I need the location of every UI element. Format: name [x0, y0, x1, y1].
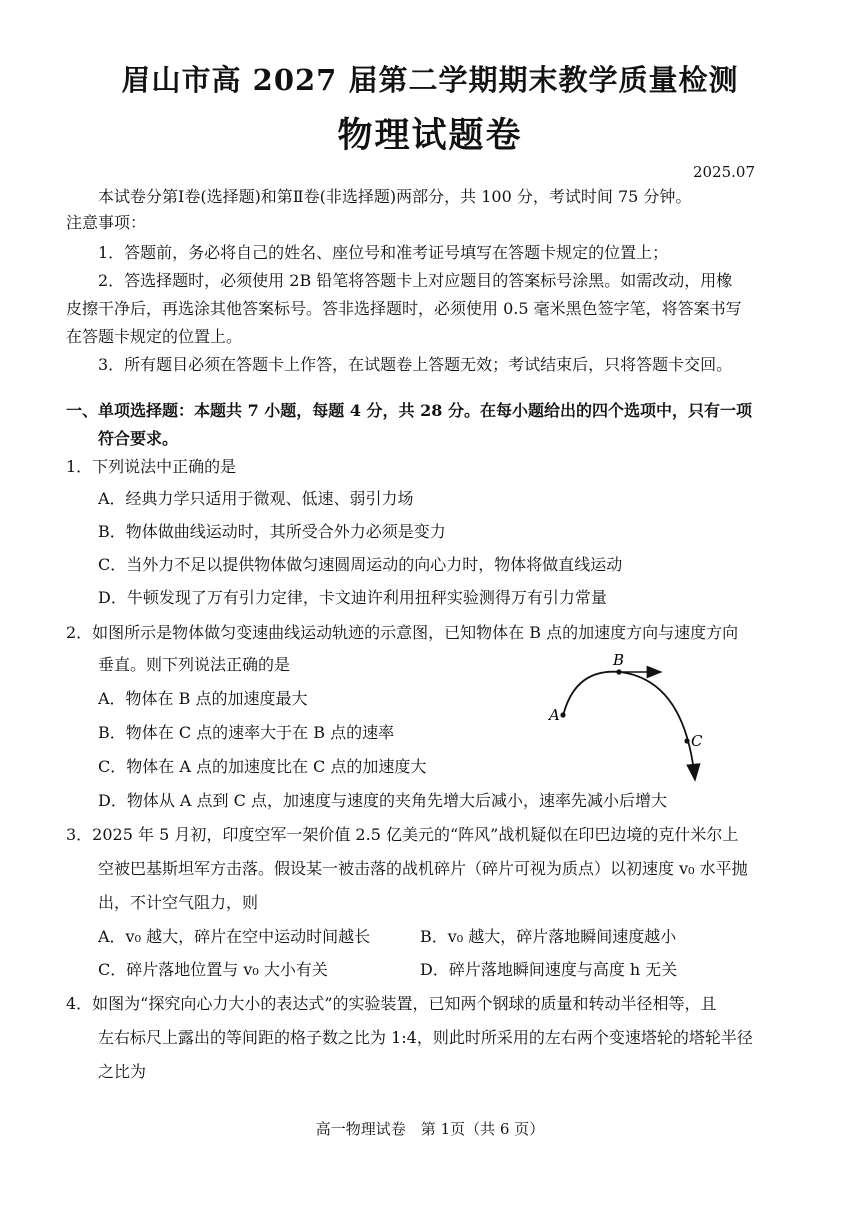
- q3-option-d: D．碎片落地瞬间速度与高度 h 无关: [420, 960, 678, 979]
- q3-option-a: A．v₀ 越大，碎片在空中运动时间越长: [98, 927, 371, 946]
- label-b: B: [613, 651, 625, 669]
- q2-option-a: A．物体在 B 点的加速度最大: [98, 689, 308, 708]
- q4-stem-line-1: 4．如图为“探究向心力大小的表达式”的实验装置，已知两个钢球的质量和转动半径相等，且: [66, 994, 717, 1013]
- q1-option-a: A．经典力学只适用于微观、低速、弱引力场: [98, 489, 414, 508]
- q2-option-c: C．物体在 A 点的加速度比在 C 点的加速度大: [98, 757, 427, 776]
- section-1-heading: 一、单项选择题：本题共 7 小题，每题 4 分，共 28 分。在每小题给出的四个选项中，只有一项: [66, 401, 752, 420]
- exam-subtitle: 物理试题卷: [337, 115, 523, 156]
- q3-option-c: C．碎片落地位置与 v₀ 大小有关: [98, 960, 328, 979]
- q3-stem-line-1: 3．2025 年 5 月初，印度空军一架价值 2.5 亿美元的“阵风”战机疑似在印巴边境的克什米尔上: [66, 825, 739, 844]
- q2-option-d: D．物体从 A 点到 C 点，加速度与速度的夹角先增大后减小，速率先减小后增大: [98, 791, 667, 810]
- q3-stem-line-2: 空被巴基斯坦军方击落。假设某一被击落的战机碎片（碎片可视为质点）以初速度 v₀ 水平抛: [98, 859, 748, 878]
- note-2-line-2: 皮擦干净后，再选涂其他答案标号。答非选择题时，必须使用 0.5 毫米黑色签字笔，将答案书写: [66, 299, 742, 318]
- q1-option-b: B．物体做曲线运动时，其所受合外力必须是变力: [98, 522, 446, 541]
- exam-title: 眉山市高 2027 届第二学期期末教学质量检测: [121, 63, 739, 97]
- label-a: A: [549, 706, 560, 724]
- q4-stem-line-2: 左右标尺上露出的等间距的格子数之比为 1:4，则此时所采用的左右两个变速塔轮的塔轮半径: [98, 1028, 753, 1047]
- q3-stem-line-3: 出，不计空气阻力，则: [98, 893, 259, 912]
- note-1: 1．答题前，务必将自己的姓名、座位号和准考证号填写在答题卡规定的位置上；: [98, 243, 669, 262]
- q1-stem: 1．下列说法中正确的是: [66, 457, 237, 476]
- trajectory-curve: [563, 672, 695, 780]
- label-c: C: [691, 732, 703, 750]
- page-footer: 高一物理试卷 第 1页（共 6 页）: [315, 1120, 545, 1138]
- q2-option-b: B．物体在 C 点的速率大于在 B 点的速率: [98, 723, 395, 742]
- notes-heading: 注意事项：: [66, 213, 147, 232]
- q3-option-b: B．v₀ 越大，碎片落地瞬间速度越小: [420, 927, 677, 946]
- point-c: [684, 738, 689, 743]
- exam-date: 2025.07: [692, 163, 755, 181]
- note-2-line-1: 2．答选择题时，必须使用 2B 铅笔将答题卡上对应题目的答案标号涂黑。如需改动，用橡: [98, 271, 733, 290]
- note-3: 3．所有题目必须在答题卡上作答，在试题卷上答题无效；考试结束后，只将答题卡交回。: [98, 355, 733, 374]
- trajectory-figure: [535, 648, 715, 788]
- point-b: [616, 669, 621, 674]
- q2-stem-line-2: 垂直。则下列说法正确的是: [98, 655, 291, 674]
- q4-stem-line-3: 之比为: [98, 1062, 147, 1081]
- section-1-heading-cont: 符合要求。: [98, 429, 179, 448]
- note-2-line-3: 在答题卡规定的位置上。: [66, 327, 243, 346]
- q1-option-c: C．当外力不足以提供物体做匀速圆周运动的向心力时，物体将做直线运动: [98, 555, 623, 574]
- intro-text: 本试卷分第Ⅰ卷(选择题)和第Ⅱ卷(非选择题)两部分，共 100 分，考试时间 75 分钟。: [98, 187, 692, 206]
- q2-stem-line-1: 2．如图所示是物体做匀变速曲线运动轨迹的示意图，已知物体在 B 点的加速度方向与速度方向: [66, 623, 739, 642]
- q1-option-d: D．牛顿发现了万有引力定律，卡文迪许利用扭秤实验测得万有引力常量: [98, 588, 607, 607]
- point-a: [560, 712, 565, 717]
